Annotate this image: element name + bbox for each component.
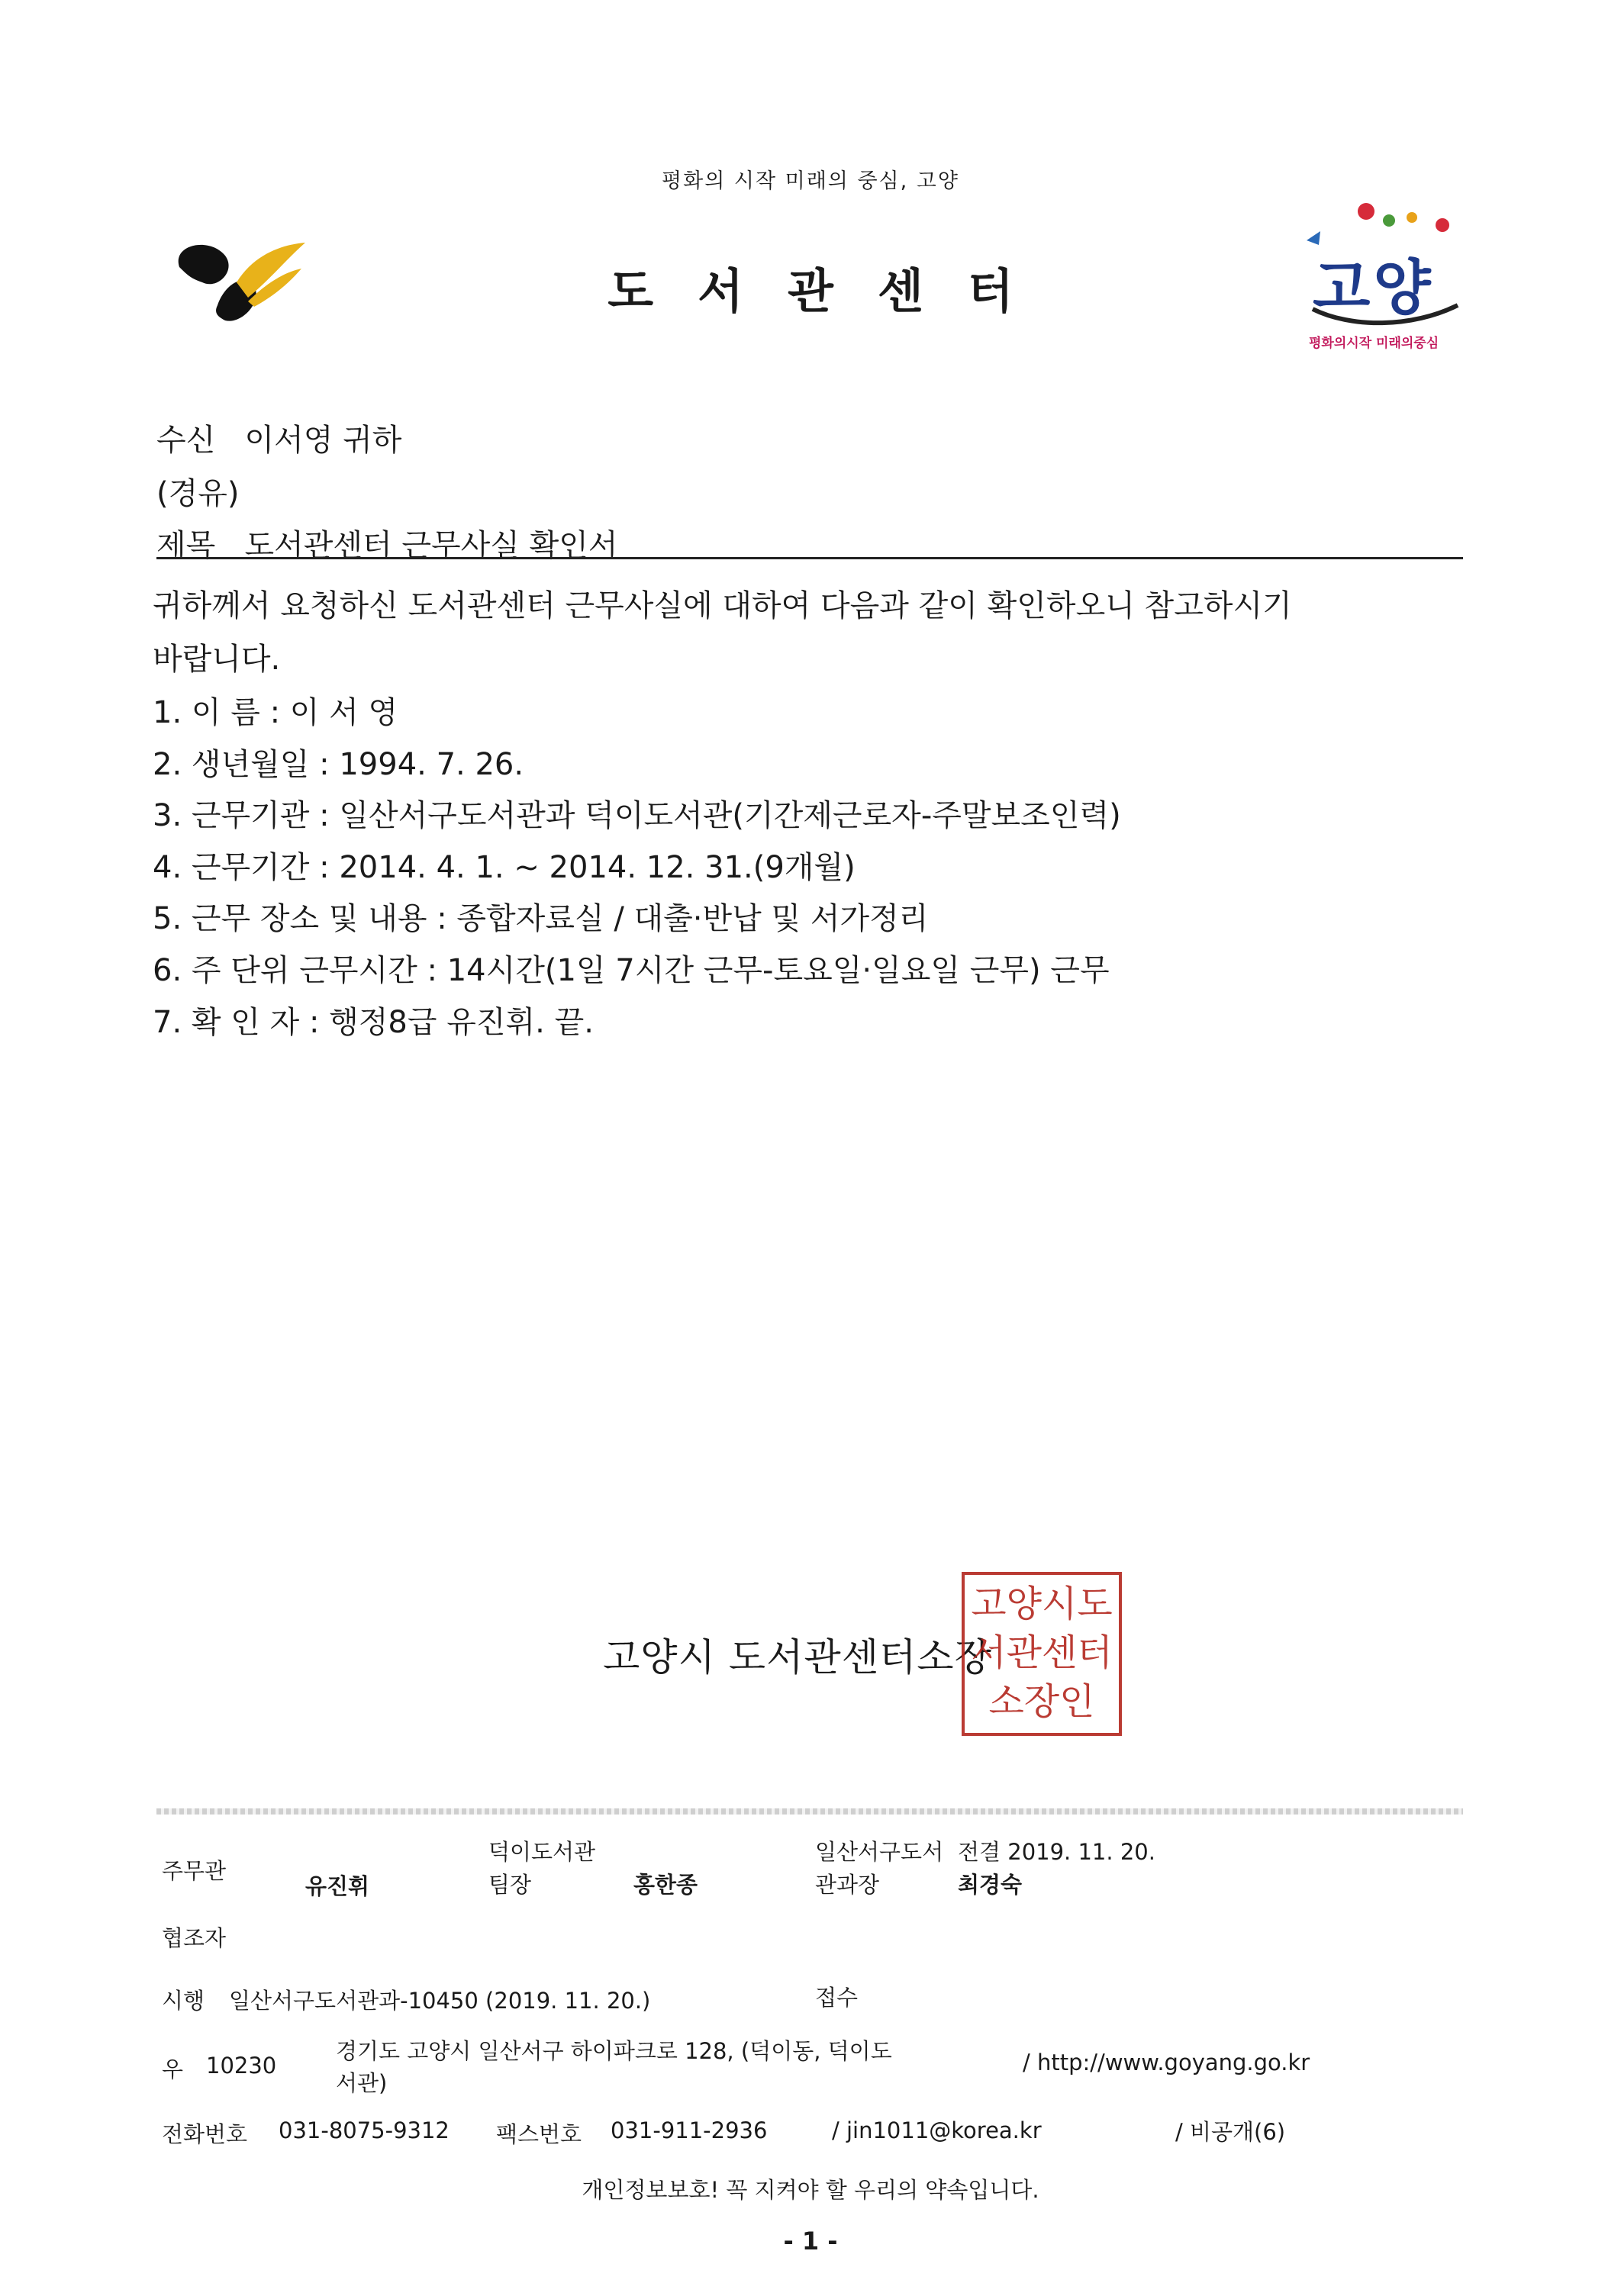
official-seal-icon bbox=[962, 1572, 1122, 1736]
subject-label: 제목 bbox=[156, 528, 216, 563]
email-link[interactable]: / jin1011@korea.kr bbox=[832, 2117, 1042, 2143]
enforce-value: 일산서구도서관과-10450 (2019. 11. 20.) bbox=[229, 1988, 651, 2014]
phone-value: 031-8075-9312 bbox=[279, 2117, 450, 2143]
cooperator-label: 협조자 bbox=[162, 1925, 227, 1951]
receipt-label: 접수 bbox=[815, 1985, 859, 2011]
seal-line-1: 고양시도 bbox=[971, 1583, 1113, 1625]
item-birthdate: 2. 생년월일 : 1994. 7. 26. bbox=[153, 747, 524, 782]
fax-value: 031-911-2936 bbox=[611, 2117, 768, 2143]
disclosure-code: / 비공개(6) bbox=[1175, 2119, 1286, 2145]
intro-line-1: 귀하께서 요청하신 도서관센터 근무사실에 대하여 다음과 같이 확인하오니 참고하시기 bbox=[153, 588, 1292, 623]
item-confirmer: 7. 확 인 자 : 행정8급 유진휘. 끝. bbox=[153, 1005, 594, 1040]
approval-stamp: 전결 2019. 11. 20. bbox=[958, 1839, 1155, 1865]
team-lead-label: 팀장 bbox=[488, 1872, 532, 1898]
officer-label: 주무관 bbox=[162, 1858, 227, 1884]
item-weekly-hours: 6. 주 단위 근무시간 : 14시간(1일 7시간 근무-토요일·일요일 근무) 근무 bbox=[153, 953, 1110, 988]
via-line: (경유) bbox=[156, 476, 240, 511]
intro-line-2: 바랍니다. bbox=[153, 642, 281, 677]
director-label: 관과장 bbox=[815, 1872, 880, 1898]
director-name: 최경숙 bbox=[958, 1872, 1023, 1898]
recipient-value: 이서영 귀하 bbox=[244, 423, 402, 458]
privacy-notice: 개인정보보호! 꼭 지켜야 할 우리의 약속입니다. bbox=[582, 2177, 1039, 2203]
fax-label: 팩스번호 bbox=[496, 2121, 582, 2147]
team-lead-name: 홍한종 bbox=[633, 1872, 698, 1898]
item-duties: 5. 근무 장소 및 내용 : 종합자료실 / 대출·반납 및 서가정리 bbox=[153, 901, 929, 936]
postal-code: 10230 bbox=[206, 2053, 277, 2079]
approver-org: 일산서구도서 bbox=[815, 1839, 944, 1865]
header-divider bbox=[156, 557, 1463, 559]
library-label: 덕이도서관 bbox=[488, 1839, 596, 1865]
footer-divider bbox=[156, 1808, 1463, 1815]
header-slogan: 평화의 시작 미래의 중심, 고양 bbox=[662, 169, 959, 193]
enforce-label: 시행 bbox=[162, 1988, 205, 2014]
recipient-line bbox=[156, 416, 401, 459]
address-line-1: 경기도 고양시 일산서구 하이파크로 128, (덕이동, 덕이도 bbox=[336, 2038, 892, 2064]
item-period: 4. 근무기간 : 2014. 4. 1. ~ 2014. 12. 31.(9개월) bbox=[153, 850, 856, 885]
postal-label: 우 bbox=[162, 2056, 184, 2082]
document-title: 도서관센터 bbox=[607, 263, 1058, 319]
item-workplace: 3. 근무기관 : 일산서구도서관과 덕이도서관(기간제근로자-주말보조인력) bbox=[153, 798, 1121, 833]
goyang-brand-logo-icon bbox=[1297, 195, 1465, 362]
item-name: 1. 이 름 : 이 서 영 bbox=[153, 695, 398, 730]
subject-value: 도서관센터 근무사실 확인서 bbox=[244, 528, 618, 563]
seal-line-3: 소장인 bbox=[988, 1680, 1095, 1723]
seal-line-2: 서관센터 bbox=[971, 1631, 1113, 1674]
issuer-signature: 고양시 도서관센터소장 bbox=[603, 1635, 992, 1679]
officer-name: 유진휘 bbox=[305, 1873, 370, 1899]
address-line-2: 서관) bbox=[336, 2070, 388, 2096]
phone-label: 전화번호 bbox=[162, 2121, 248, 2147]
brand-logo-subtext: 평화의시작 미래의중심 bbox=[1309, 336, 1439, 351]
recipient-label: 수신 bbox=[156, 423, 216, 458]
page-number: - 1 - bbox=[783, 2227, 838, 2256]
brand-logo-text: 고양 bbox=[1313, 254, 1434, 323]
website-link[interactable]: / http://www.goyang.go.kr bbox=[1023, 2050, 1310, 2075]
